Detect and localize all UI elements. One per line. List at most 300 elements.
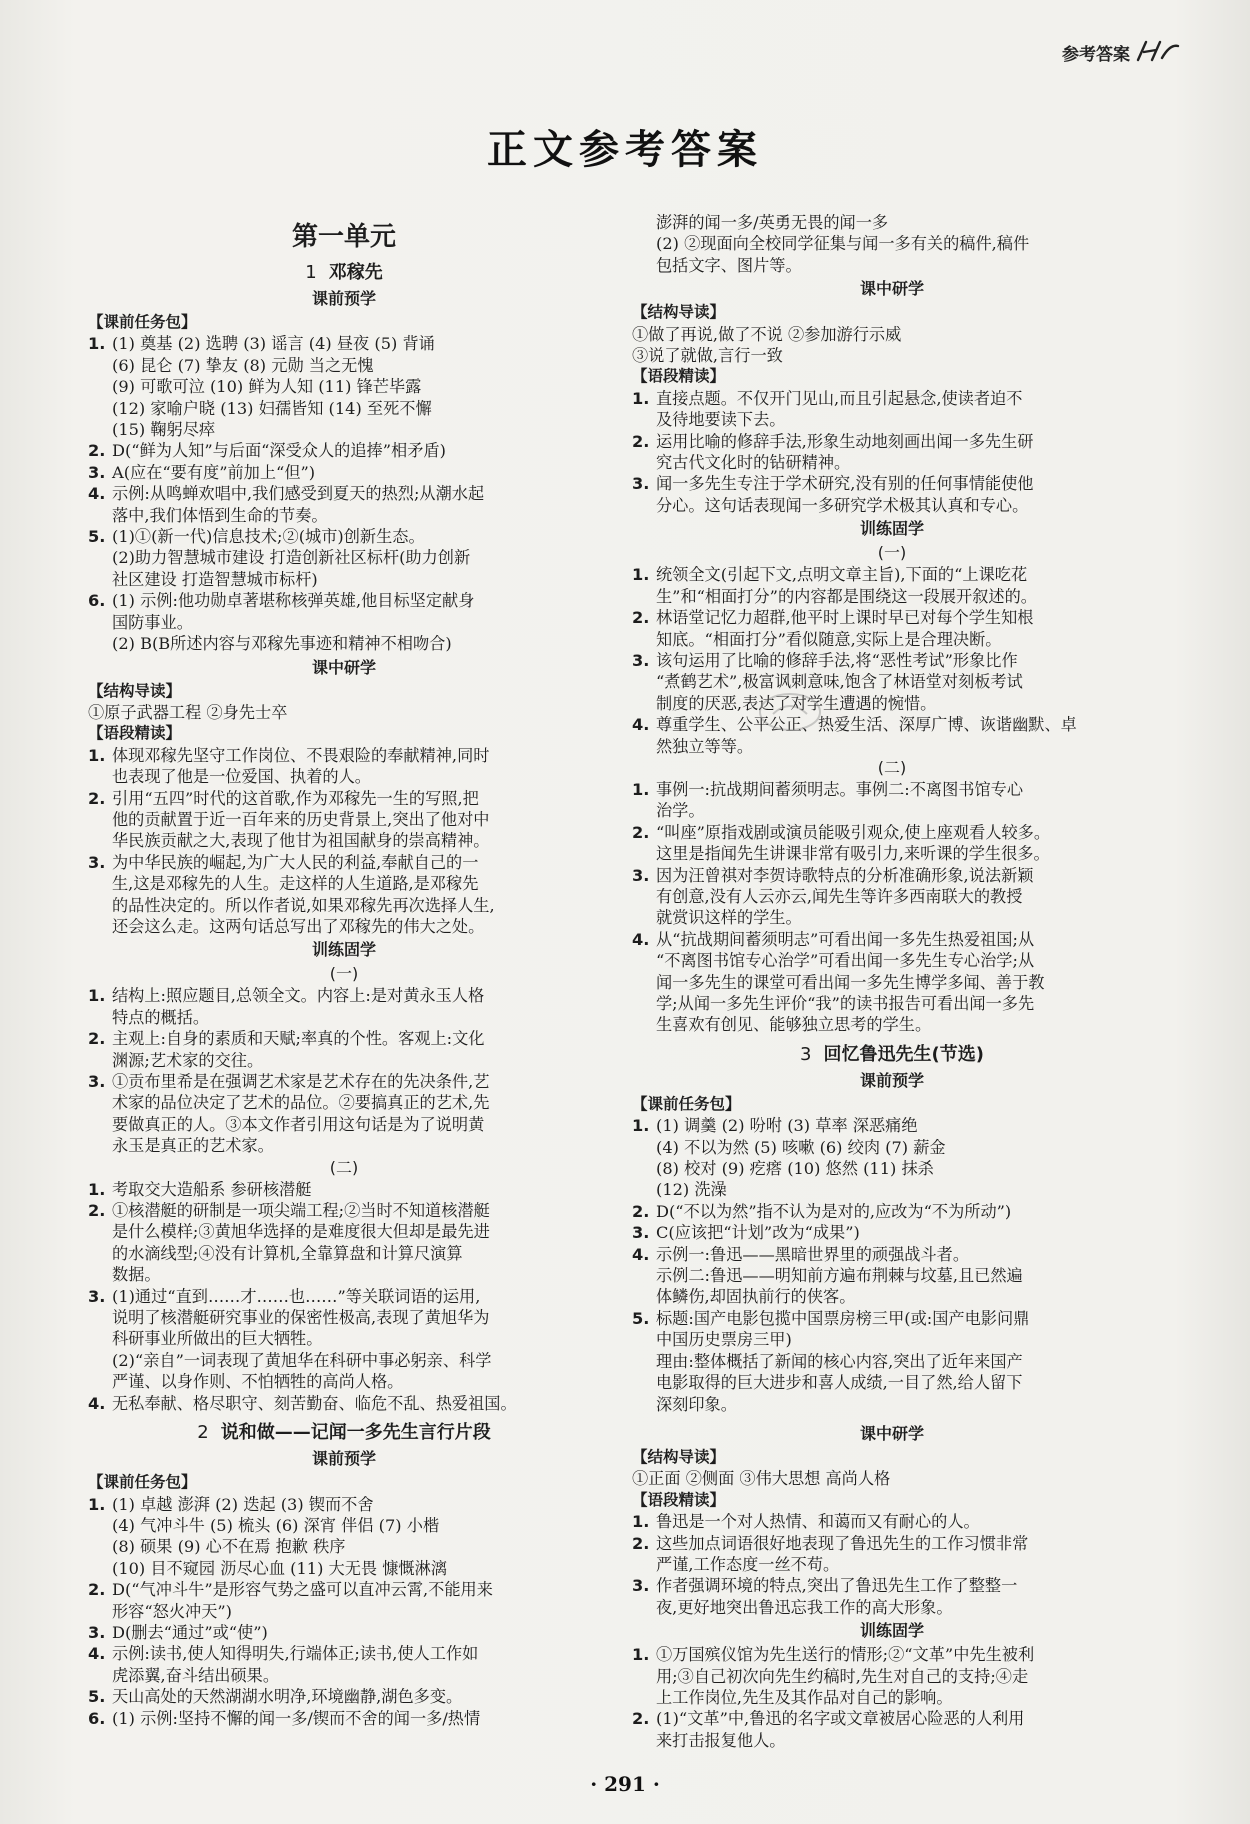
item-number: 2.	[632, 1709, 650, 1729]
answer-text: (12) 洗澡	[656, 1180, 727, 1200]
answer-text: 华民族贡献之大,表现了他甘为祖国献身的崇高精神。	[112, 831, 490, 851]
answer-line	[632, 607, 1152, 628]
item-number: 2.	[88, 441, 106, 461]
answer-text: 闻一多先生的课堂可看出闻一多先生博学多闻、善于教	[656, 972, 1045, 992]
item-number: 2.	[88, 1201, 106, 1221]
answer-line	[632, 255, 1152, 276]
answer-text: 生”和“相面打分”的内容都是围绕这一段展开叙述的。	[656, 586, 1037, 606]
answer-text: C(应该把“计划”改为“成果”)	[656, 1223, 860, 1243]
item-number: 2.	[88, 788, 106, 808]
answer-text: 严谨,工作态度一丝不苟。	[656, 1554, 840, 1574]
task-pack-label: 【课前任务包】	[88, 1473, 197, 1492]
lesson-3-title	[632, 1042, 1152, 1068]
answer-line	[88, 1307, 600, 1328]
answer-text: 统领全文(引起下文,点明文章主旨),下面的“上课吃花	[656, 565, 1028, 585]
item-number: 3.	[632, 474, 650, 494]
answer-text: 尊重学生、公平公正、热爱生活、深厚广博、诙谐幽默、卓	[656, 715, 1077, 735]
answer-text: 包括文字、图片等。	[656, 255, 802, 275]
answer-line	[632, 865, 1152, 886]
answer-text: 的品性决定的。所以作者说,如果邓稼先再次选择人生,	[112, 895, 495, 915]
answer-text: 也表现了他是一位爱国、执着的人。	[112, 767, 371, 787]
answer-line	[632, 929, 1152, 950]
section-in-class: 课中研学	[859, 1423, 924, 1443]
answer-text: D(“鲜为人知”与后面“深受众人的追捧”相矛盾)	[112, 441, 446, 461]
answer-line	[88, 505, 600, 526]
l2-reading-list	[632, 388, 1152, 516]
answer-text: (1)通过“直到……才……也……”等关联词语的运用,	[112, 1286, 481, 1306]
answer-line	[88, 1686, 600, 1707]
answer-line	[88, 766, 600, 787]
answer-line	[88, 1622, 600, 1643]
answer-text: 作者强调环境的特点,突出了鲁迅先生工作了整整一	[656, 1576, 1018, 1596]
item-number: 4.	[88, 1393, 106, 1413]
item-number: 3.	[88, 462, 106, 482]
item-number: 1.	[88, 986, 106, 1006]
answer-line	[632, 950, 1152, 971]
answer-text: (1)“文革”中,鲁迅的名字或文章被居心险恶的人利用	[656, 1709, 1025, 1729]
part-2-label: (二)	[329, 1157, 359, 1177]
answer-text: 示例:从鸣蝉欢唱中,我们感受到夏天的热烈;从潮水起	[112, 484, 485, 504]
l3-structure-answer: ①正面 ②侧面 ③伟大思想 高尚人格	[632, 1469, 891, 1489]
answer-text: (15) 鞠躬尽瘁	[112, 420, 216, 440]
answer-line	[88, 745, 600, 766]
reading-label: 【语段精读】	[632, 1490, 726, 1509]
answer-text: 天山高处的天然湖湖水明净,环境幽静,湖色多变。	[112, 1687, 463, 1707]
item-number: 2.	[632, 1201, 650, 1221]
answer-line	[88, 1494, 600, 1515]
answer-text: (1) 奠基 (2) 选聘 (3) 谣言 (4) 昼夜 (5) 背诵	[112, 334, 435, 354]
unit-title: 第一单元	[291, 222, 396, 252]
section-pre-study: 课前预学	[859, 1070, 924, 1090]
answer-line	[632, 1244, 1152, 1265]
answer-line	[88, 1114, 600, 1135]
part-1-label: (一)	[877, 543, 907, 563]
answer-text: A(应在“要有度”前加上“但”)	[112, 462, 316, 482]
answer-line	[88, 1328, 600, 1349]
item-number: 1.	[88, 1494, 106, 1514]
answer-text: (2) ②现面向全校同学征集与闻一多有关的稿件,稿件	[656, 234, 1030, 254]
answer-line	[88, 355, 600, 376]
answer-text: 因为汪曾祺对李贺诗歌特点的分析准确形象,说法新颖	[656, 865, 1034, 885]
answer-line	[88, 569, 600, 590]
l2-task-continued	[632, 212, 1152, 276]
left-column	[88, 212, 600, 1729]
answer-line	[632, 1554, 1152, 1575]
item-number: 1.	[88, 1179, 106, 1199]
answer-text: ①贡布里希是在强调艺术家是艺术存在的先决条件,艺	[112, 1072, 490, 1091]
answer-line	[632, 907, 1152, 928]
l3-task-list	[632, 1115, 1152, 1415]
section-in-class: 课中研学	[311, 657, 376, 677]
answer-line	[88, 398, 600, 419]
answer-line	[632, 1308, 1152, 1329]
item-number: 2.	[632, 608, 650, 628]
answer-line	[632, 1222, 1152, 1243]
answer-line	[88, 1221, 600, 1242]
answer-text: 究古代文化时的钻研精神。	[656, 453, 851, 473]
lesson-name: 回忆鲁迅先生(节选)	[823, 1043, 984, 1065]
item-number: 1.	[88, 745, 106, 765]
answer-text: 说明了核潜艇研究事业的保密性极高,表现了黄旭华为	[112, 1308, 490, 1328]
l2-structure-line-2: ③说了就做,言行一致	[632, 346, 783, 366]
answer-line	[632, 1158, 1152, 1179]
answer-text: 形容“怒火冲天”)	[112, 1601, 232, 1621]
item-number: 3.	[632, 865, 650, 885]
item-number: 1.	[632, 1645, 650, 1665]
header-tag: 参考答案	[1062, 45, 1130, 65]
item-number: 3.	[632, 1223, 650, 1243]
answer-text: (1) 卓越 澎湃 (2) 迭起 (3) 锲而不舍	[112, 1494, 374, 1514]
answer-text: ①万国殡仪馆为先生送行的情形;②“文革”中先生被利	[656, 1645, 1035, 1665]
answer-text: 科研事业所做出的巨大牺牲。	[112, 1329, 323, 1349]
answer-text: (1) 示例:坚持不懈的闻一多/锲而不舍的闻一多/热情	[112, 1708, 481, 1728]
answer-text: 治学。	[656, 801, 705, 821]
answer-text: 运用比喻的修辞手法,形象生动地刻画出闻一多先生研	[656, 431, 1034, 451]
answer-text: 理由:整体概括了新闻的核心内容,突出了近年来国产	[656, 1351, 1023, 1371]
answer-text: 来打击报复他人。	[656, 1730, 786, 1750]
answer-line	[632, 736, 1152, 757]
answer-line	[88, 1071, 600, 1092]
answer-text: 国防事业。	[112, 612, 193, 632]
answer-text: 该句运用了比喻的修辞手法,将“恶性考试”形象比作	[656, 650, 1018, 670]
l1-task-list	[88, 333, 600, 654]
answer-text: 永玉是真正的艺术家。	[112, 1136, 274, 1156]
answer-text: (2)助力智慧城市建设 打造创新社区标杆(助力创新	[112, 548, 471, 568]
answer-text: 特点的概括。	[112, 1007, 210, 1027]
item-number: 4.	[632, 929, 650, 949]
answer-text: 林语堂记忆力超群,他平时上课时早已对每个学生知根	[656, 608, 1034, 628]
answer-line	[632, 1115, 1152, 1136]
answer-line	[632, 473, 1152, 494]
answer-text: 深刻印象。	[656, 1394, 737, 1414]
answer-line	[632, 714, 1152, 735]
item-number: 4.	[632, 715, 650, 735]
answer-text: D(“不以为然”指不认为是对的,应改为“不为所动”)	[656, 1201, 1012, 1221]
answer-text: 知底。“相面打分”看似随意,实际上是合理决断。	[656, 629, 1002, 649]
answer-text: 引用“五四”时代的这首歌,作为邓稼先一生的写照,把	[112, 788, 479, 808]
answer-text: 及待地要读下去。	[656, 410, 786, 430]
answer-line	[88, 590, 600, 611]
answer-line	[632, 495, 1152, 516]
item-number: 2.	[632, 431, 650, 451]
lesson-name: 说和做——记闻一多先生言行片段	[220, 1422, 491, 1444]
answer-text: 为中华民族的崛起,为广大人民的利益,奉献自己的一	[112, 852, 479, 872]
page-number: · 291 ·	[590, 1772, 660, 1796]
answer-line	[632, 1708, 1152, 1729]
answer-line	[88, 612, 600, 633]
item-number: 3.	[88, 852, 106, 872]
answer-line	[632, 886, 1152, 907]
answer-line	[632, 1575, 1152, 1596]
answer-line	[88, 1708, 600, 1729]
answer-text: 考取交大造船系 参研核潜艇	[112, 1179, 312, 1199]
answer-text: 示例:读书,使人知得明失,行端体正;读书,使人工作如	[112, 1644, 479, 1664]
answer-text: 主观上:自身的素质和天赋;率真的个性。客观上:文化	[112, 1029, 485, 1049]
answer-text: 直接点题。不仅开门见山,而且引起悬念,使读者迫不	[656, 388, 1023, 408]
answer-line	[88, 1393, 600, 1414]
answer-line	[88, 809, 600, 830]
answer-line	[632, 1511, 1152, 1532]
answer-line	[88, 1243, 600, 1264]
l1-practice-1-list	[88, 985, 600, 1156]
answer-line	[632, 993, 1152, 1014]
answer-line	[88, 1179, 600, 1200]
answer-line	[632, 1265, 1152, 1286]
answer-text: “煮鹤艺术”,极富讽刺意味,饱含了林语堂对刻板考试	[656, 672, 1023, 692]
item-number: 1.	[632, 1512, 650, 1532]
answer-line	[632, 693, 1152, 714]
answer-text: (6) 昆仑 (7) 挚友 (8) 元勋 当之无愧	[112, 355, 374, 375]
answer-line	[88, 1579, 600, 1600]
l3-reading-list	[632, 1511, 1152, 1618]
answer-line	[88, 1050, 600, 1071]
answer-text: 示例一:鲁迅——黑暗世界里的顽强战斗者。	[656, 1244, 970, 1264]
answer-text: 示例二:鲁迅——明知前方遍布荆棘与坟墓,且已然遍	[656, 1266, 1023, 1286]
section-practice: 训练固学	[311, 940, 376, 960]
answer-text: 夜,更好地突出鲁迅忘我工作的高大形象。	[656, 1597, 953, 1617]
item-number: 4.	[88, 484, 106, 504]
page-title: 正文参考答案	[487, 127, 763, 173]
answer-text: 要做真正的人。③本文作者引用这句话是为了说明黄	[112, 1114, 485, 1134]
answer-line	[632, 409, 1152, 430]
answer-line	[88, 1200, 600, 1221]
answer-text: (2)“亲自”一词表现了黄旭华在科研中事必躬亲、科学	[112, 1350, 492, 1370]
answer-text: 然独立等等。	[656, 736, 754, 756]
answer-line	[88, 462, 600, 483]
answer-line	[88, 1286, 600, 1307]
reading-label: 【语段精读】	[88, 724, 182, 743]
answer-text: (10) 目不窥园 沥尽心血 (11) 大无畏 慷慨淋漓	[112, 1558, 447, 1578]
lesson-number: 1	[305, 262, 317, 283]
section-practice: 训练固学	[859, 519, 924, 539]
task-pack-label: 【课前任务包】	[632, 1094, 741, 1113]
right-column	[632, 212, 1152, 1751]
answer-text: 虎添翼,奋斗结出硕果。	[112, 1665, 280, 1685]
answer-line	[632, 1179, 1152, 1200]
item-number: 2.	[632, 822, 650, 842]
answer-line	[88, 1007, 600, 1028]
answer-text: D(删去“通过”或“使”)	[112, 1622, 268, 1642]
logo-mark-icon	[1132, 38, 1180, 64]
answer-text: 无私奉献、格尽职守、刻苦勤奋、临危不乱、热爱祖国。	[112, 1393, 517, 1413]
answer-line	[632, 388, 1152, 409]
answer-text: 这里是指闻先生讲课非常有吸引力,来听课的学生很多。	[656, 844, 1050, 864]
answer-text: 用;③自己初次向先生约稿时,先生对自己的支持;④走	[656, 1666, 1029, 1686]
answer-line	[632, 1644, 1152, 1665]
answer-text: 标题:国产电影包揽中国票房榜三甲(或:国产电影问鼎	[656, 1308, 1030, 1328]
answer-line	[632, 1329, 1152, 1350]
answer-line	[88, 376, 600, 397]
answer-text: 渊源;艺术家的交往。	[112, 1050, 264, 1070]
answer-text: (8) 硕果 (9) 心不在焉 抱歉 秩序	[112, 1537, 346, 1557]
answer-text: (1)①(新一代)信息技术;②(城市)创新生态。	[112, 527, 425, 547]
answer-text: 澎湃的闻一多/英勇无畏的闻一多	[656, 213, 889, 232]
answer-line	[632, 822, 1152, 843]
item-number: 1.	[88, 334, 106, 354]
answer-line	[88, 547, 600, 568]
item-number: 5.	[88, 527, 106, 547]
answer-text: ①核潜艇的研制是一项尖端工程;②当时不知道核潜艇	[112, 1201, 490, 1221]
answer-line	[88, 873, 600, 894]
answer-line	[632, 564, 1152, 585]
answer-line	[88, 333, 600, 354]
answer-line	[632, 1137, 1152, 1158]
item-number: 1.	[632, 1116, 650, 1136]
answer-text: 闻一多先生专注于学术研究,没有别的任何事情能使他	[656, 474, 1034, 494]
answer-text: 电影取得的巨大进步和喜人成绩,一目了然,给人留下	[656, 1373, 1023, 1393]
answer-text: 数据。	[112, 1265, 161, 1285]
lesson-2-title	[88, 1420, 600, 1446]
l2-practice-1-list	[632, 564, 1152, 757]
item-number: 3.	[88, 1072, 106, 1091]
answer-text: 事例一:抗战期间蓄须明志。事例二:不离图书馆专心	[656, 779, 1024, 799]
l1-practice-2-list	[88, 1179, 600, 1414]
answer-line	[88, 1643, 600, 1664]
l2-practice-2-list	[632, 779, 1152, 1036]
answer-text: D(“气冲斗牛”是形容气势之盛可以直冲云霄,不能用来	[112, 1580, 493, 1600]
item-number: 3.	[632, 650, 650, 670]
answer-line	[88, 633, 600, 654]
part-2-label: (二)	[877, 757, 907, 777]
answer-line	[88, 1371, 600, 1392]
answer-line	[632, 233, 1152, 254]
item-number: 2.	[88, 1580, 106, 1600]
item-number: 3.	[632, 1576, 650, 1596]
section-practice: 训练固学	[859, 1621, 924, 1641]
answer-line	[88, 526, 600, 547]
answer-text: 体现邓稼先坚守工作岗位、不畏艰险的奉献精神,同时	[112, 745, 490, 765]
answer-text: (9) 可歌可泣 (10) 鲜为人知 (11) 锋芒毕露	[112, 377, 422, 397]
l2-structure-line-1: ①做了再说,做了不说 ②参加游行示威	[632, 324, 902, 344]
answer-text: 体鳞伤,却固执前行的侠客。	[656, 1287, 856, 1307]
answer-text: 分心。这句话表现闻一多研究学术极其认真和专心。	[656, 495, 1029, 515]
answer-line	[88, 985, 600, 1006]
answer-line	[632, 800, 1152, 821]
lesson-name: 邓稼先	[328, 262, 383, 283]
item-number: 6.	[88, 591, 106, 611]
l1-reading-list	[88, 745, 600, 938]
item-number: 6.	[88, 1708, 106, 1728]
answer-text: 他的贡献置于近一百年来的历史背景上,突出了他对中	[112, 809, 490, 829]
answer-text: (1) 调羹 (2) 吩咐 (3) 草率 深恶痛绝	[656, 1116, 918, 1136]
answer-line	[88, 483, 600, 504]
answer-line	[88, 1264, 600, 1285]
section-pre-study: 课前预学	[311, 1449, 376, 1469]
answer-line	[88, 1601, 600, 1622]
answer-line	[632, 671, 1152, 692]
answer-line	[632, 452, 1152, 473]
answer-line	[632, 779, 1152, 800]
answer-line	[632, 1394, 1152, 1415]
part-1-label: (一)	[329, 964, 359, 984]
answer-text: 生,这是邓稼先的人生。走这样的人生道路,是邓稼先	[112, 874, 479, 894]
answer-text: (2) B(B所述内容与邓稼先事迹和精神不相吻合)	[112, 634, 452, 654]
answer-line	[88, 1515, 600, 1536]
answer-line	[88, 830, 600, 851]
answer-line	[88, 1092, 600, 1113]
faded-stamp-icon	[755, 688, 825, 736]
item-number: 4.	[632, 1244, 650, 1264]
answer-line	[632, 1286, 1152, 1307]
answer-line	[88, 1558, 600, 1579]
answer-line	[88, 1665, 600, 1686]
lesson-1-title	[88, 260, 600, 286]
answer-line	[632, 1730, 1152, 1751]
answer-line	[88, 440, 600, 461]
item-number: 1.	[632, 565, 650, 585]
answer-line	[632, 586, 1152, 607]
answer-text: 还会这么走。这两句话总写出了邓稼先的伟大之处。	[112, 916, 485, 936]
item-number: 1.	[632, 388, 650, 408]
answer-line	[632, 1014, 1152, 1035]
l2-task-list	[88, 1494, 600, 1729]
answer-line	[88, 1536, 600, 1557]
lesson-number: 3	[800, 1043, 812, 1065]
lesson-number: 2	[197, 1422, 209, 1444]
item-number: 5.	[88, 1687, 106, 1707]
item-number: 3.	[88, 1286, 106, 1306]
answer-line	[632, 1597, 1152, 1618]
item-number: 4.	[88, 1644, 106, 1664]
answer-text: 落中,我们体悟到生命的节奏。	[112, 505, 328, 525]
answer-text: 是什么模样;③黄旭华选择的是难度很大但却是最先进	[112, 1222, 490, 1242]
answer-text: (12) 家喻户晓 (13) 妇孺皆知 (14) 至死不懈	[112, 398, 432, 418]
answer-line	[632, 650, 1152, 671]
answer-text: 中国历史票房三甲)	[656, 1330, 792, 1350]
answer-line	[88, 1350, 600, 1371]
answer-line	[632, 1666, 1152, 1687]
answer-text: 从“抗战期间蓄须明志”可看出闻一多先生热爱祖国;从	[656, 929, 1035, 949]
answer-text: “叫座”原指戏剧或演员能吸引观众,使上座观看人较多。	[656, 822, 1051, 842]
answer-text: (8) 校对 (9) 疙瘩 (10) 悠然 (11) 抹杀	[656, 1159, 934, 1179]
answer-text: 上工作岗位,先生及其作品对自己的影响。	[656, 1687, 953, 1707]
item-number: 1.	[632, 779, 650, 799]
answer-line	[632, 629, 1152, 650]
answer-line	[632, 431, 1152, 452]
answer-text: 有创意,没有人云亦云,闻先生等许多西南联大的教授	[656, 886, 1023, 906]
item-number: 2.	[88, 1029, 106, 1049]
answer-text: 的水滴线型;④没有计算机,全靠算盘和计算尺演算	[112, 1243, 463, 1263]
answer-text: 学;从闻一多先生评价“我”的读书报告可看出闻一多先	[656, 994, 1035, 1013]
answer-line	[88, 419, 600, 440]
answer-text: (4) 不以为然 (5) 咳嗽 (6) 绞肉 (7) 薪金	[656, 1137, 946, 1157]
answer-text: 结构上:照应题目,总领全文。内容上:是对黄永玉人格	[112, 986, 485, 1006]
answer-line	[632, 1351, 1152, 1372]
answer-text: 这些加点词语很好地表现了鲁迅先生的工作习惯非常	[656, 1533, 1029, 1553]
answer-line	[632, 1201, 1152, 1222]
item-number: 5.	[632, 1308, 650, 1328]
answer-text: 术家的品位决定了艺术的品位。②要搞真正的艺术,先	[112, 1093, 490, 1113]
answer-line	[632, 1372, 1152, 1393]
answer-line	[88, 895, 600, 916]
answer-line	[632, 1533, 1152, 1554]
answer-text: “不离图书馆专心治学”可看出闻一多先生专心治学;从	[656, 951, 1035, 971]
answer-text: 制度的厌恶,表达了对学生遭遇的惋惜。	[656, 693, 937, 713]
answer-line	[632, 843, 1152, 864]
answer-text: (1) 示例:他功勋卓著堪称核弹英雄,他目标坚定献身	[112, 591, 475, 611]
answer-line	[88, 1028, 600, 1049]
answer-text: 严谨、以身作则、不怕牺牲的高尚人格。	[112, 1372, 404, 1392]
answer-line	[632, 972, 1152, 993]
structure-label: 【结构导读】	[632, 303, 726, 322]
item-number: 2.	[632, 1533, 650, 1553]
task-pack-label: 【课前任务包】	[88, 313, 197, 331]
answer-line	[88, 788, 600, 809]
item-number: 3.	[88, 1622, 106, 1642]
answer-text: 就赏识这样的学生。	[656, 908, 802, 928]
answer-line	[88, 1135, 600, 1156]
l3-practice-list	[632, 1644, 1152, 1751]
